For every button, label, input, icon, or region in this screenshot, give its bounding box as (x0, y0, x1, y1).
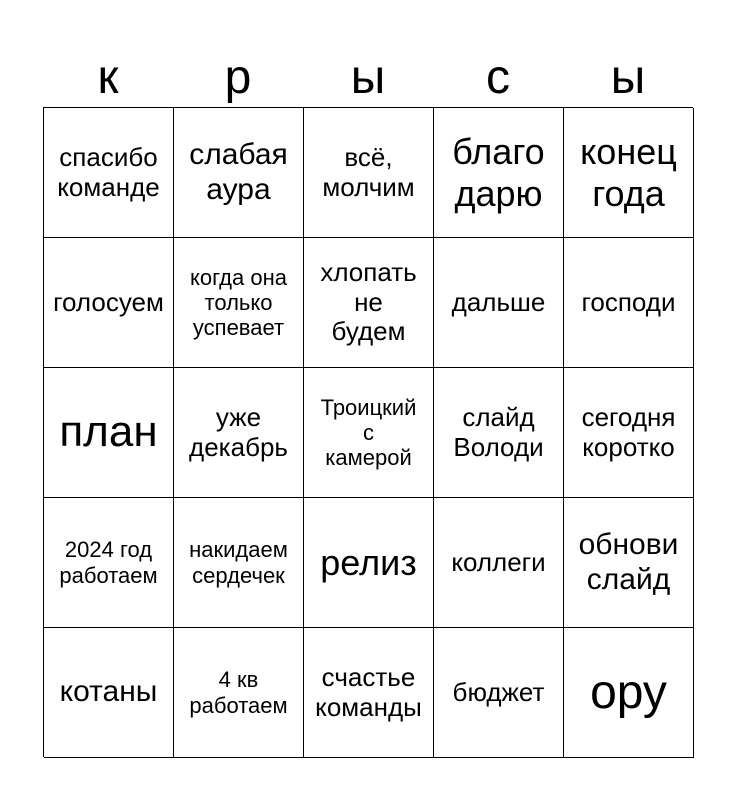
cell-text: Троицкий с камерой (320, 394, 417, 471)
bingo-cell[interactable] (304, 238, 434, 368)
cell-text: господи (581, 286, 676, 317)
bingo-cell[interactable] (174, 368, 304, 498)
bingo-cell[interactable] (44, 238, 174, 368)
cell-text: уже декабрь (189, 401, 288, 462)
bingo-cell[interactable] (434, 238, 564, 368)
bingo-cell[interactable] (174, 628, 304, 758)
bingo-cell[interactable] (174, 108, 304, 238)
bingo-cell[interactable] (434, 108, 564, 238)
cell-text: накидаем сердечек (189, 537, 288, 588)
header-letter: р (224, 51, 252, 104)
cell-text: обнови слайд (578, 528, 679, 596)
header-letter: ы (610, 51, 646, 104)
cell-text: дальше (451, 286, 546, 317)
bingo-cell[interactable] (44, 368, 174, 498)
cell-text: слайд Володи (453, 401, 544, 462)
bingo-cell[interactable] (44, 498, 174, 628)
cell-text: релиз (320, 541, 417, 583)
bingo-cell[interactable] (564, 628, 694, 758)
cell-text: коллеги (451, 546, 546, 577)
bingo-cell[interactable] (564, 108, 694, 238)
bingo-header (43, 50, 693, 106)
bingo-cell[interactable] (434, 628, 564, 758)
cell-text: 2024 год работаем (59, 537, 158, 588)
cell-text: хлопать не будем (320, 256, 417, 347)
cell-text: когда она только успевает (190, 264, 287, 341)
cell-text: бюджет (452, 676, 545, 707)
cell-text: благо дарю (452, 131, 545, 214)
bingo-cell[interactable] (564, 238, 694, 368)
cell-text: ору (590, 665, 667, 719)
bingo-cell[interactable] (304, 628, 434, 758)
bingo-cell[interactable] (44, 108, 174, 238)
cell-text: голосуем (53, 286, 164, 317)
bingo-cell[interactable] (174, 498, 304, 628)
cell-text: всё, молчим (322, 141, 415, 202)
bingo-cell[interactable] (304, 368, 434, 498)
cell-text: план (59, 407, 158, 457)
bingo-cell[interactable] (434, 498, 564, 628)
cell-text: 4 кв работаем (189, 667, 288, 718)
cell-text: котаны (59, 675, 158, 709)
bingo-cell[interactable] (44, 628, 174, 758)
bingo-cell[interactable] (434, 368, 564, 498)
bingo-cell[interactable] (304, 498, 434, 628)
cell-text: счастье команды (315, 661, 422, 722)
header-letter: ы (350, 51, 386, 104)
bingo-cell[interactable] (564, 498, 694, 628)
header-letter: с (486, 51, 510, 104)
cell-text: слабая аура (189, 138, 288, 206)
bingo-board (43, 107, 693, 757)
cell-text: конец года (580, 131, 677, 214)
bingo-cell[interactable] (174, 238, 304, 368)
cell-text: сегодня коротко (581, 401, 676, 462)
header-letter: к (97, 51, 119, 104)
cell-text: спасибо команде (57, 141, 160, 202)
bingo-cell[interactable] (304, 108, 434, 238)
bingo-cell[interactable] (564, 368, 694, 498)
